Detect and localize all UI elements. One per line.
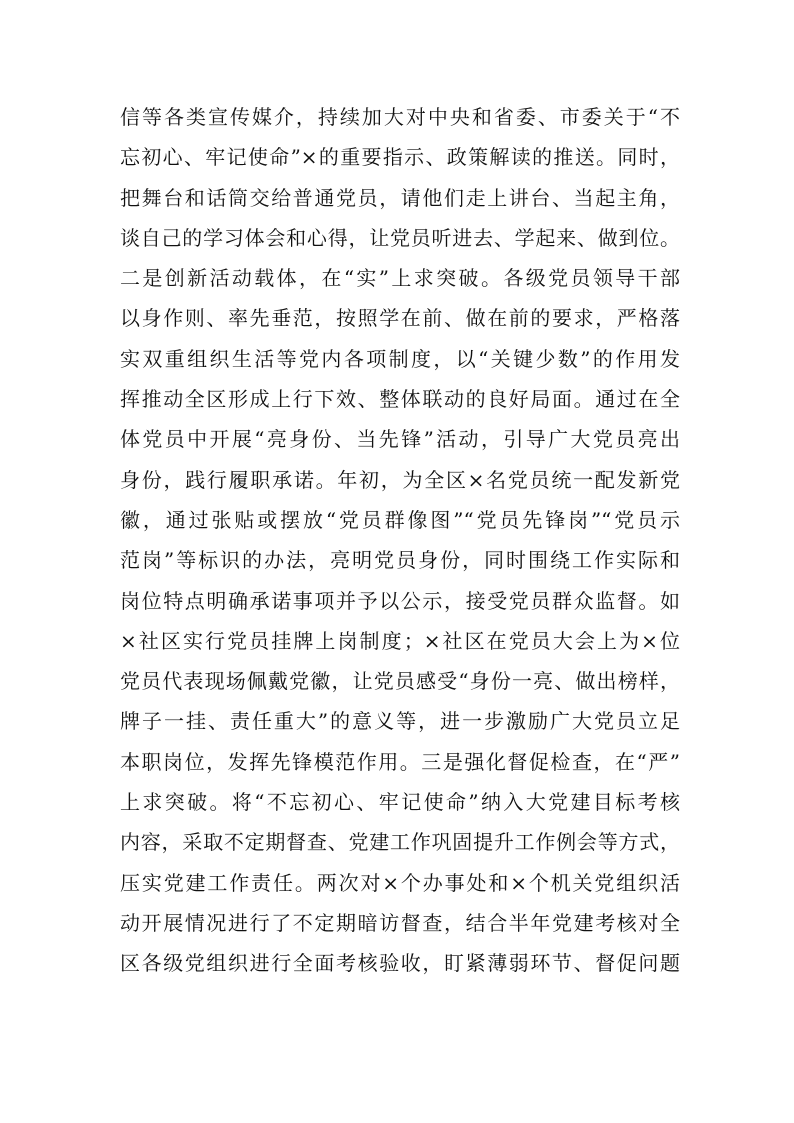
text-line-13: 岗位特点明确承诺事项并予以公示，接受党员群众监督。如: [120, 588, 680, 613]
text-line-8: 挥推动全区形成上行下效、整体联动的良好局面。通过在全: [120, 387, 680, 412]
text-line-19: 内容，采取不定期督查、党建工作巩固提升工作例会等方式，: [120, 830, 680, 855]
text-line-15: 党员代表现场佩戴党徽，让党员感受“身份一亮、做出榜样，: [120, 669, 680, 694]
text-line-22: 区各级党组织进行全面考核验收，盯紧薄弱环节、督促问题: [120, 951, 680, 976]
text-line-2: 忘初心、牢记使命”×的重要指示、政策解读的推送。同时，: [120, 145, 680, 170]
text-line-3: 把舞台和话筒交给普通党员，请他们走上讲台、当起主角，: [120, 185, 680, 210]
text-line-10: 身份，践行履职承诺。年初，为全区×名党员统一配发新党: [120, 467, 680, 492]
text-line-12: 范岗”等标识的办法，亮明党员身份，同时围绕工作实际和: [120, 548, 680, 573]
text-line-18: 上求突破。将“不忘初心、牢记使命”纳入大党建目标考核: [120, 790, 680, 815]
text-line-5: 二是创新活动载体，在“实”上求突破。各级党员领导干部: [120, 266, 680, 291]
body-text: [120, 97, 680, 984]
text-line-1: 信等各类宣传媒介，持续加大对中央和省委、市委关于“不: [120, 105, 680, 129]
text-line-4: 谈自己的学习体会和心得，让党员听进去、学起来、做到位。: [120, 225, 680, 250]
text-line-16: 牌子一挂、责任重大”的意义等，进一步激励广大党员立足: [120, 709, 680, 734]
text-line-17: 本职岗位，发挥先锋模范作用。三是强化督促检查，在“严”: [120, 749, 680, 774]
text-line-9: 体党员中开展“亮身份、当先锋”活动，引导广大党员亮出: [120, 427, 680, 452]
text-line-6: 以身作则、率先垂范，按照学在前、做在前的要求，严格落: [120, 306, 680, 331]
text-line-21: 动开展情况进行了不定期暗访督查，结合半年党建考核对全: [120, 910, 680, 935]
text-line-20: 压实党建工作责任。两次对×个办事处和×个机关党组织活: [120, 870, 680, 895]
text-line-7: 实双重组织生活等党内各项制度，以“关键少数”的作用发: [120, 346, 680, 371]
text-line-14: ×社区实行党员挂牌上岗制度；×社区在党员大会上为×位: [120, 628, 680, 653]
text-line-11: 徽，通过张贴或摆放“党员群像图”“党员先锋岗”“党员示: [120, 507, 680, 532]
